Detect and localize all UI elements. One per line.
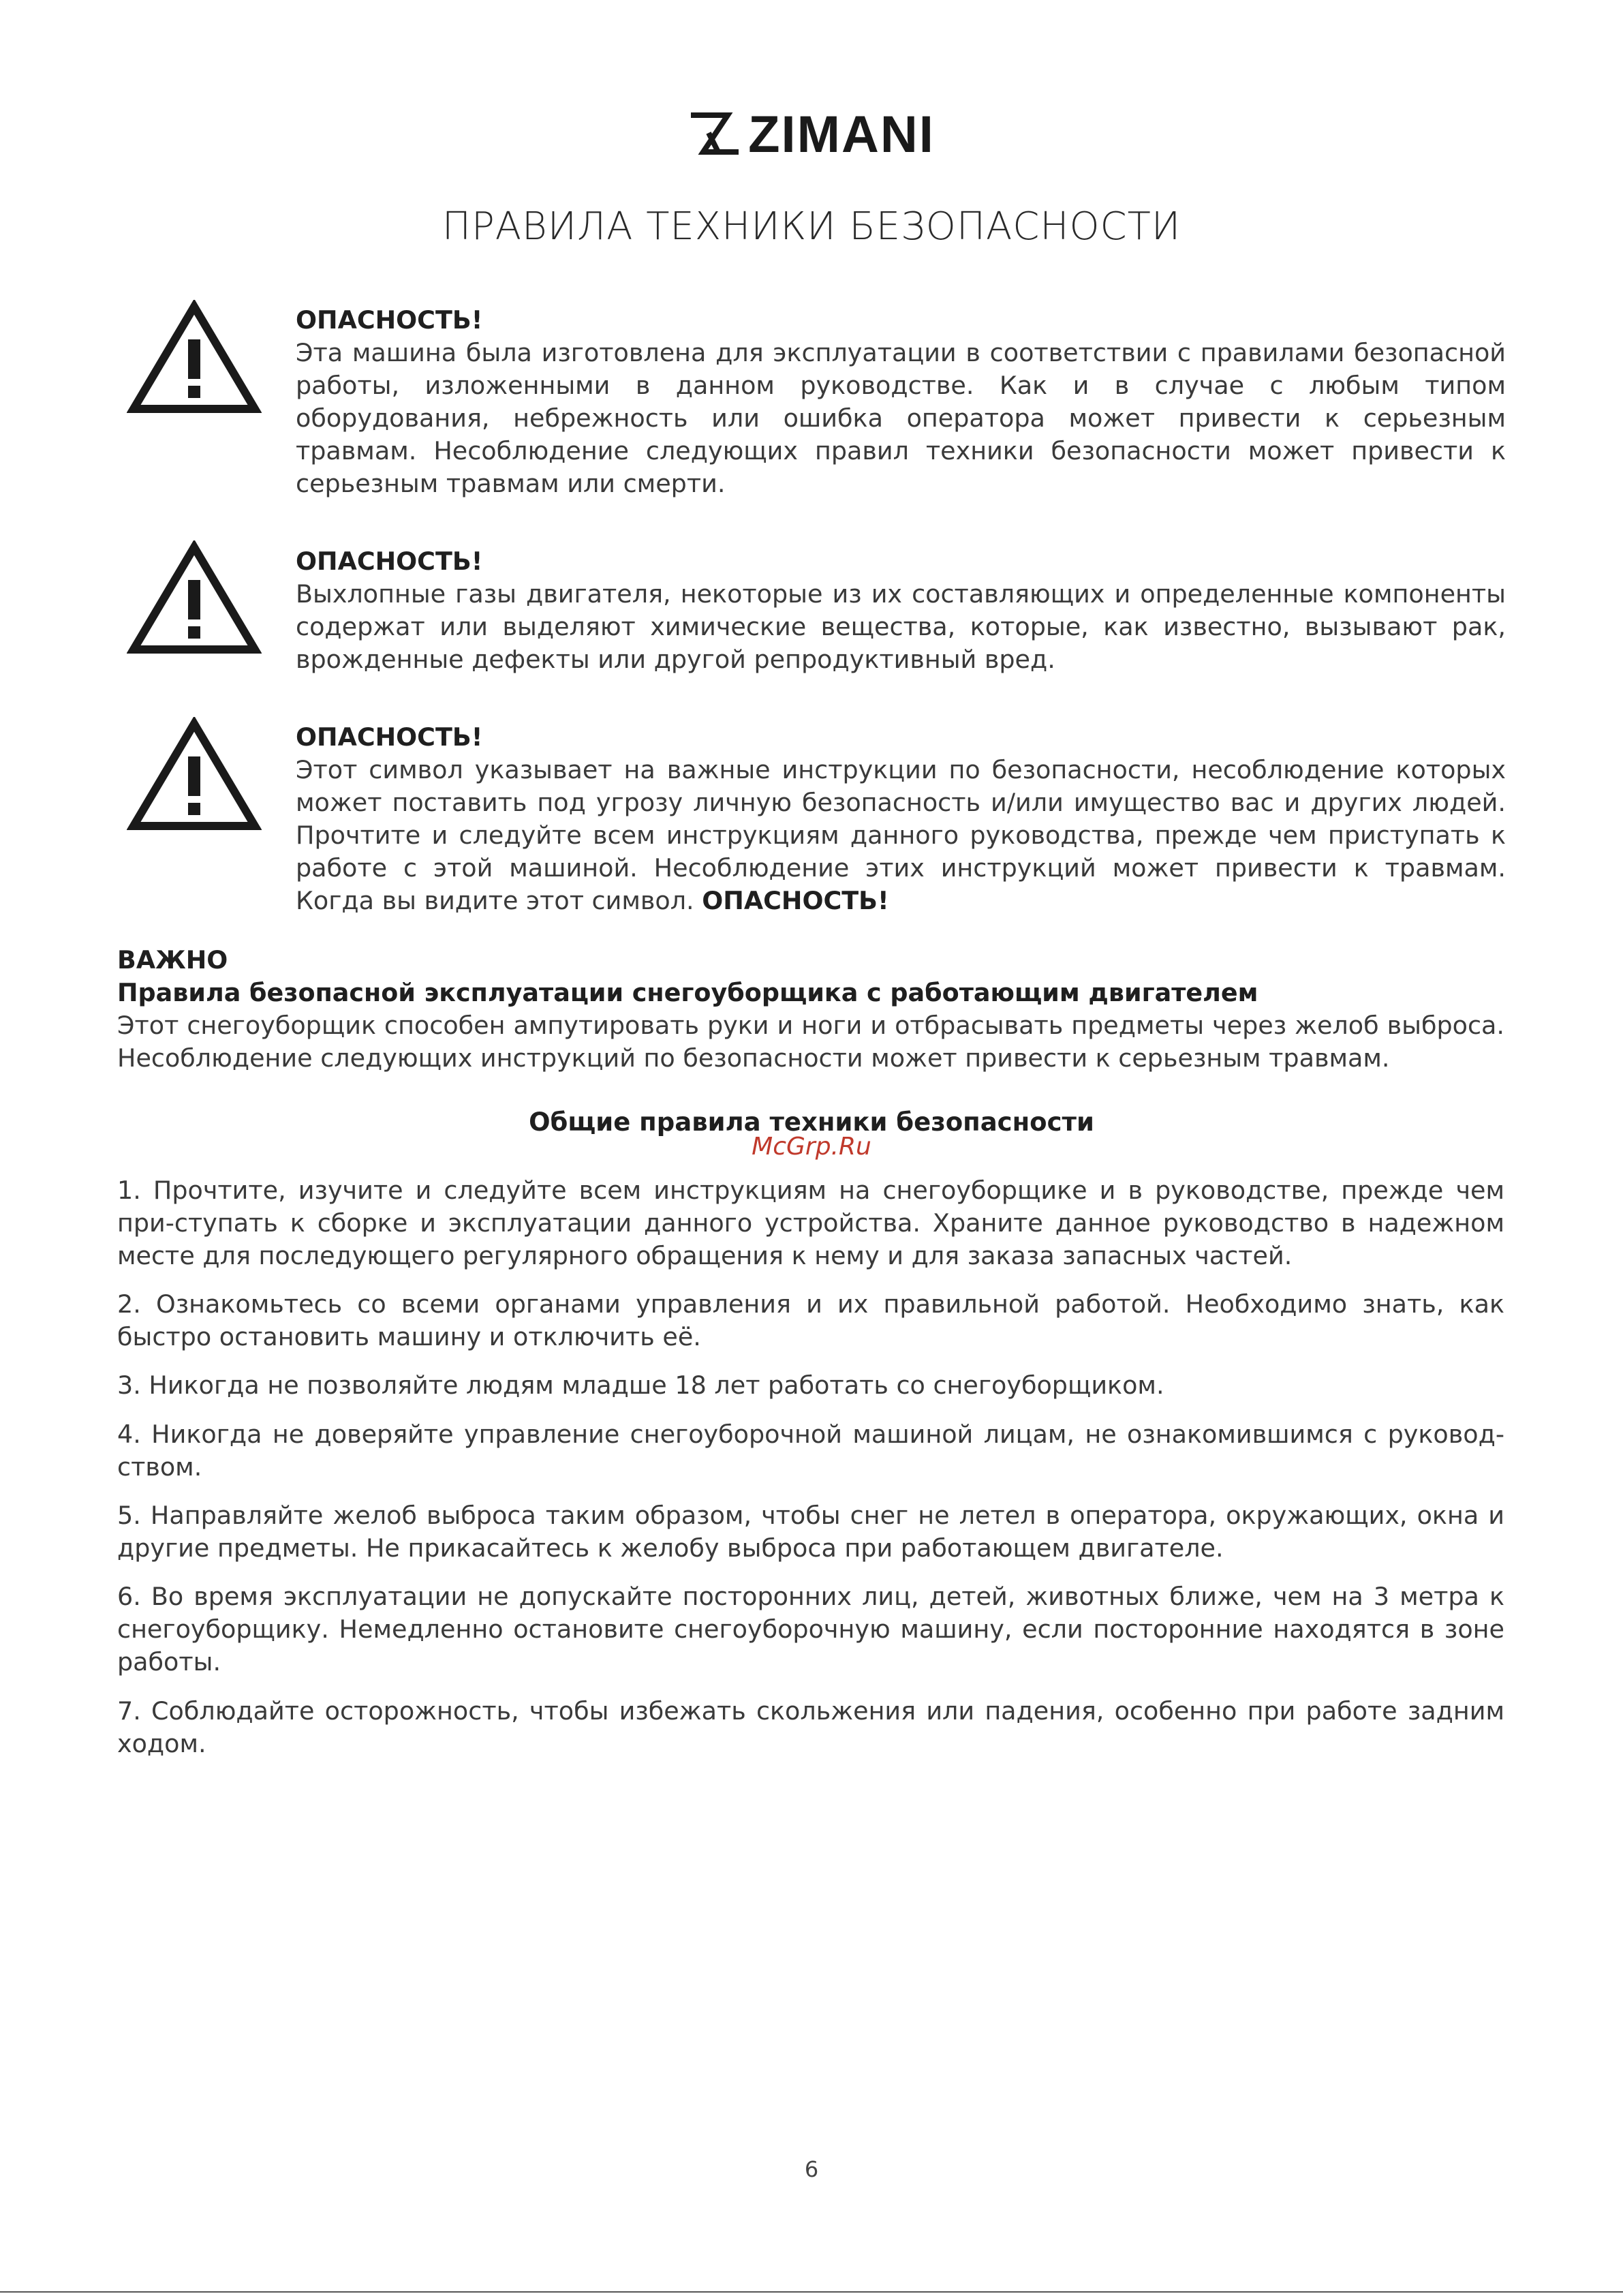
- zimani-logo-icon: [688, 112, 741, 155]
- rule-item: 7. Соблюдайте осторожность, чтобы избежать скольжения или падения, особенно при работе задним ходом.: [117, 1696, 1504, 1758]
- rule-item: 6. Во время эксплуатации не допускайте посторонних лиц, детей, животных ближе, чем на 3 метра к снегоуборщику. Немедленно остановите снегоуборочную машину, если посторонние находятся в зоне работы.: [117, 1582, 1504, 1677]
- rule-item: 3. Никогда не позволяйте людям младше 18 лет работать со снегоуборщиком.: [117, 1371, 1164, 1400]
- watermark-text: McGrp.Ru: [752, 1133, 871, 1161]
- warning-heading: ОПАСНОСТЬ!: [296, 722, 483, 752]
- rule-item: 1. Прочтите, изучите и следуйте всем инструкциям на снегоуборщике и в руководстве, прежде чем при-ступать к сборке и эксплуатации данного устройства. Храните данное руководство в надежном месте для последующего регулярного обращения к нему и для заказа запасных частей.: [117, 1176, 1504, 1270]
- logo-text: ZIMANI: [748, 106, 935, 164]
- warning-heading: ОПАСНОСТЬ!: [296, 547, 483, 576]
- warning-heading: ОПАСНОСТЬ!: [296, 305, 483, 335]
- warning-block-2: [296, 545, 1506, 676]
- warning-triangle-icon: [127, 300, 262, 416]
- page-title: ПРАВИЛА ТЕХНИКИ БЕЗОПАСНОСТИ: [442, 204, 1181, 249]
- important-text: Этот снегоуборщик способен ампутировать руки и ноги и отбрасывать предметы через желоб выброса. Несоблюдение следующих инструкций по безопасности может привести к серьезным травмам.: [117, 1011, 1504, 1073]
- warning-text: Выхлопные газы двигателя, некоторые из их составляющих и определенные компоненты содержат или выделяют химические вещества, которые, как известно, вызывают рак, врожденные дефекты или другой репродуктивный вред.: [296, 579, 1506, 674]
- warning-text-bold: ОПАСНОСТЬ!: [702, 886, 889, 915]
- warning-text: Этот символ указывает на важные инструкции по безопасности, несоблюдение которых может поставить под угрозу личную безопасность и/или имущество вас и других людей. Прочтите и следуйте всем инструкциям данного руководства, прежде чем приступать к работе с этой машиной. Несоблюдение этих инструкций может привести к травмам. Когда вы видите этот символ.: [296, 755, 1506, 915]
- bottom-divider: [0, 2291, 1623, 2293]
- important-label: ВАЖНО: [117, 945, 228, 975]
- warning-block-3: [296, 721, 1506, 917]
- important-section: [117, 944, 1504, 1075]
- warning-text: Эта машина была изготовлена для эксплуатации в соответствии с правилами безопасной работы, изложенными в данном руководстве. Как и в случае с любым типом оборудования, небрежность или ошибка оператора может привести к серьезным травмам. Несоблюдение следующих правил техники безопасности может привести к серьезным травмам или смерти.: [296, 338, 1506, 498]
- brand-logo: [0, 106, 1623, 164]
- warning-block-1: [296, 304, 1506, 500]
- important-subtitle: Правила безопасной эксплуатации снегоуборщика с работающим двигателем: [117, 978, 1258, 1007]
- rule-item: 4. Никогда не доверяйте управление снегоуборочной машиной лицам, не ознакомившимся с руковод-ством.: [117, 1420, 1504, 1482]
- general-rules-heading: Общие правила техники безопасности: [529, 1107, 1094, 1137]
- warning-triangle-icon: [127, 717, 262, 833]
- rule-item: 2. Ознакомьтесь со всеми органами управления и их правильной работой. Необходимо знать, как быстро остановить машину и отключить её.: [117, 1289, 1504, 1351]
- rule-item: 5. Направляйте желоб выброса таким образом, чтобы снег не летел в оператора, окружающих, окна и другие предметы. Не прикасайтесь к желобу выброса при работающем двигателе.: [117, 1501, 1504, 1563]
- page-number: 6: [804, 2156, 819, 2182]
- warning-triangle-icon: [127, 540, 262, 656]
